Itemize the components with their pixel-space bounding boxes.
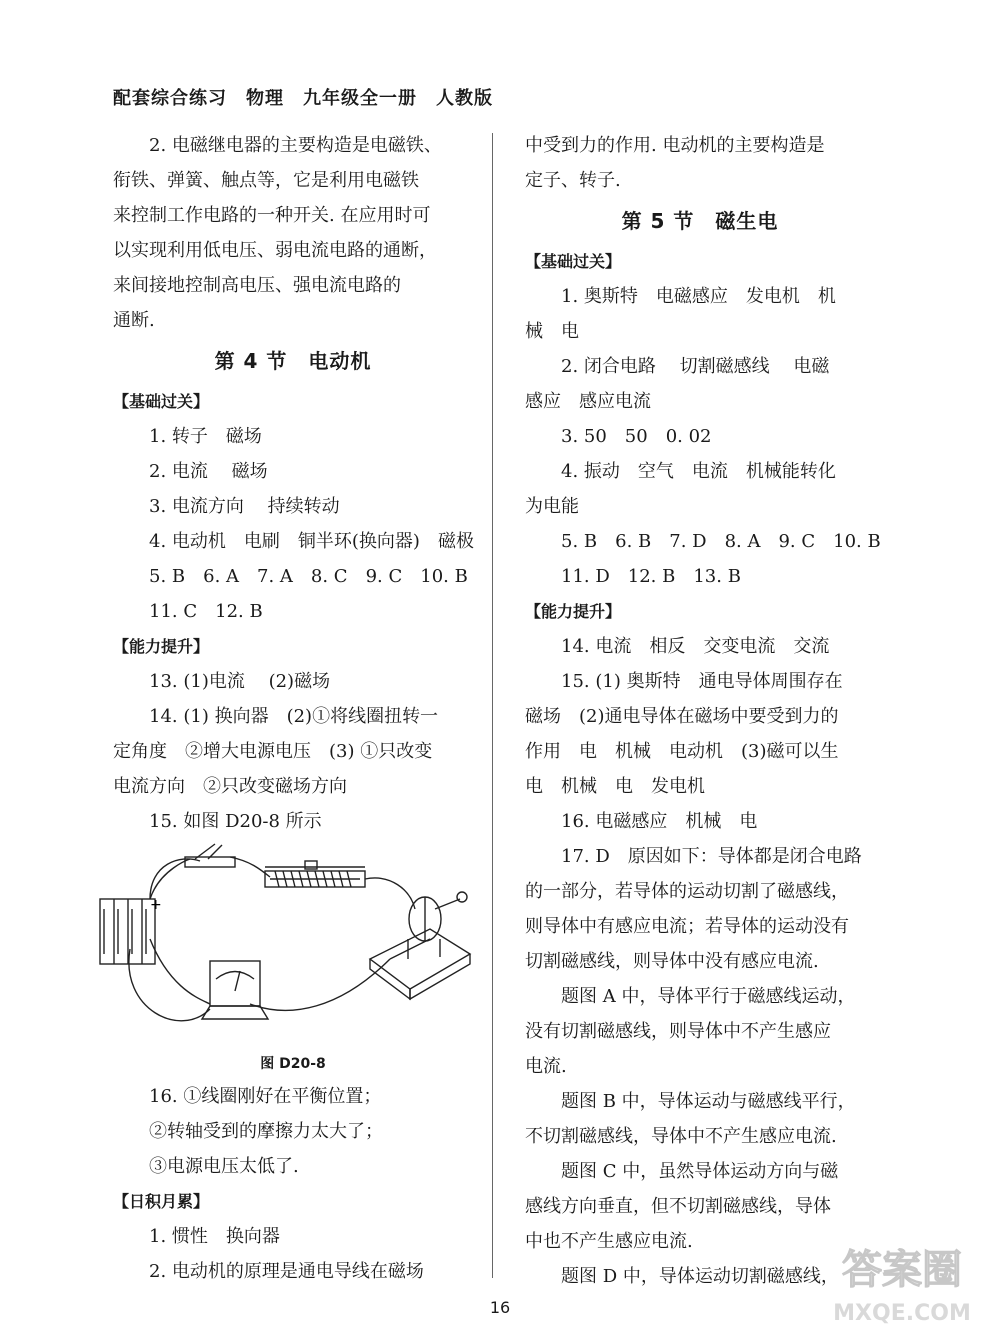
text-line: 题图 B 中，导体运动与磁感线平行， bbox=[561, 1091, 856, 1112]
text-line: 中受到力的作用. 电动机的主要构造是 bbox=[525, 135, 825, 156]
text-line: 定角度 ②增大电源电压 (3) ①只改变 bbox=[113, 741, 433, 762]
text-line: 题图 A 中，导体平行于磁感线运动， bbox=[561, 986, 856, 1007]
text-line: 16. ①线圈刚好在平衡位置； bbox=[149, 1086, 382, 1107]
text-line: 2. 闭合电路 切割磁感线 电磁 bbox=[561, 356, 830, 377]
section-5-title: 第 5 节 磁生电 bbox=[621, 209, 779, 233]
text-line: 17. D 原因如下：导体都是闭合电路 bbox=[561, 846, 862, 867]
text-line: 15. (1) 奥斯特 通电导体周围存在 bbox=[561, 671, 843, 692]
section-4-extra-answers bbox=[113, 1079, 473, 1289]
text-line: 2. 电磁继电器的主要构造是电磁铁、 bbox=[149, 135, 442, 156]
figure-caption: 图 D20-8 bbox=[260, 1056, 326, 1072]
text-line: 定子、转子. bbox=[525, 170, 621, 191]
section-4-title: 第 4 节 电动机 bbox=[214, 349, 372, 373]
text-line: 11. D 12. B 13. B bbox=[561, 566, 741, 587]
battery-plus-label: + bbox=[150, 897, 162, 913]
text-line: 以实现利用低电压、弱电流电路的通断， bbox=[113, 240, 437, 261]
text-line: 没有切割磁感线，则导体中不产生感应 bbox=[525, 1021, 831, 1042]
subsection-heading: 【能力提升】 bbox=[525, 602, 622, 621]
text-line: 5. B 6. B 7. D 8. A 9. C 10. B bbox=[561, 531, 881, 552]
text-line: 则导体中有感应电流；若导体的运动没有 bbox=[525, 916, 849, 937]
text-line: 3. 电流方向 持续转动 bbox=[149, 496, 340, 517]
circuit-diagram bbox=[90, 839, 500, 1049]
text-line: 衔铁、弹簧、触点等，它是利用电磁铁 bbox=[113, 170, 419, 191]
page-header: 配套综合练习 物理 九年级全一册 人教版 bbox=[113, 88, 493, 109]
text-line: 15. 如图 D20-8 所示 bbox=[149, 811, 322, 832]
text-line: 13. (1)电流 (2)磁场 bbox=[149, 671, 331, 692]
section-4-answers bbox=[113, 384, 473, 839]
text-line: 3. 50 50 0. 02 bbox=[561, 426, 712, 447]
right-intro-block bbox=[525, 128, 875, 198]
left-column bbox=[113, 128, 473, 1289]
text-line: 中也不产生感应电流. bbox=[525, 1231, 693, 1252]
text-line: ③电源电压太低了. bbox=[149, 1156, 299, 1177]
text-line: 4. 振动 空气 电流 机械能转化 bbox=[561, 461, 836, 482]
text-line: 来间接地控制高电压、强电流电路的 bbox=[113, 275, 401, 296]
svg-text:答案圈: 答案圈 bbox=[842, 1247, 962, 1293]
circuit-figure bbox=[113, 839, 473, 1049]
column-divider bbox=[492, 133, 493, 1278]
text-line: 1. 转子 磁场 bbox=[149, 426, 262, 447]
text-line: 14. (1) 换向器 (2)①将线圈扭转一 bbox=[149, 706, 439, 727]
text-line: 2. 电动机的原理是通电导线在磁场 bbox=[149, 1261, 424, 1282]
text-line: 11. C 12. B bbox=[149, 601, 263, 622]
text-line: 电流方向 ②只改变磁场方向 bbox=[113, 776, 347, 797]
text-line: 械 电 bbox=[525, 321, 579, 342]
text-line: 2. 电流 磁场 bbox=[149, 461, 268, 482]
section-5-answers bbox=[525, 244, 881, 1294]
subsection-heading: 【能力提升】 bbox=[113, 637, 210, 656]
text-line: 1. 惯性 换向器 bbox=[149, 1226, 280, 1247]
text-line: 磁场 (2)通电导体在磁场中要受到力的 bbox=[525, 706, 839, 727]
text-line: ②转轴受到的摩擦力太大了； bbox=[149, 1121, 383, 1142]
wire bbox=[150, 859, 190, 899]
svg-text:MXQE.COM: MXQE.COM bbox=[833, 1301, 971, 1326]
subsection-heading: 【基础过关】 bbox=[113, 392, 210, 411]
text-line: 为电能 bbox=[525, 496, 579, 517]
watermark-logo bbox=[812, 1238, 992, 1328]
text-line: 题图 C 中，虽然导体运动方向与磁 bbox=[561, 1161, 839, 1182]
text-line: 14. 电流 相反 交变电流 交流 bbox=[561, 636, 830, 657]
text-line: 切割磁感线，则导体中没有感应电流. bbox=[525, 951, 819, 972]
subsection-heading: 【基础过关】 bbox=[525, 252, 622, 271]
text-line: 通断. bbox=[113, 310, 155, 331]
text-line: 题图 D 中，导体运动切割磁感线， bbox=[561, 1266, 839, 1287]
text-line: 电流. bbox=[525, 1056, 567, 1077]
left-intro-block bbox=[113, 128, 473, 338]
text-line: 的一部分，若导体的运动切割了磁感线， bbox=[525, 881, 849, 902]
text-line: 4. 电动机 电刷 铜半环(换向器) 磁极 bbox=[149, 531, 474, 552]
text-line: 16. 电磁感应 机械 电 bbox=[561, 811, 758, 832]
right-column bbox=[525, 128, 881, 1294]
subsection-heading: 【日积月累】 bbox=[113, 1192, 210, 1211]
text-line: 不切割磁感线，导体中不产生感应电流. bbox=[525, 1126, 837, 1147]
text-line: 感应 感应电流 bbox=[525, 391, 651, 412]
text-line: 来控制工作电路的一种开关. 在应用时可 bbox=[113, 205, 431, 226]
text-line: 感线方向垂直，但不切割磁感线，导体 bbox=[525, 1196, 831, 1217]
page-number: 16 bbox=[489, 1298, 511, 1317]
text-line: 电 机械 电 发电机 bbox=[525, 776, 705, 797]
text-line: 作用 电 机械 电动机 (3)磁可以生 bbox=[525, 741, 839, 762]
text-line: 1. 奥斯特 电磁感应 发电机 机 bbox=[561, 286, 836, 307]
text-line: 5. B 6. A 7. A 8. C 9. C 10. B bbox=[149, 566, 468, 587]
